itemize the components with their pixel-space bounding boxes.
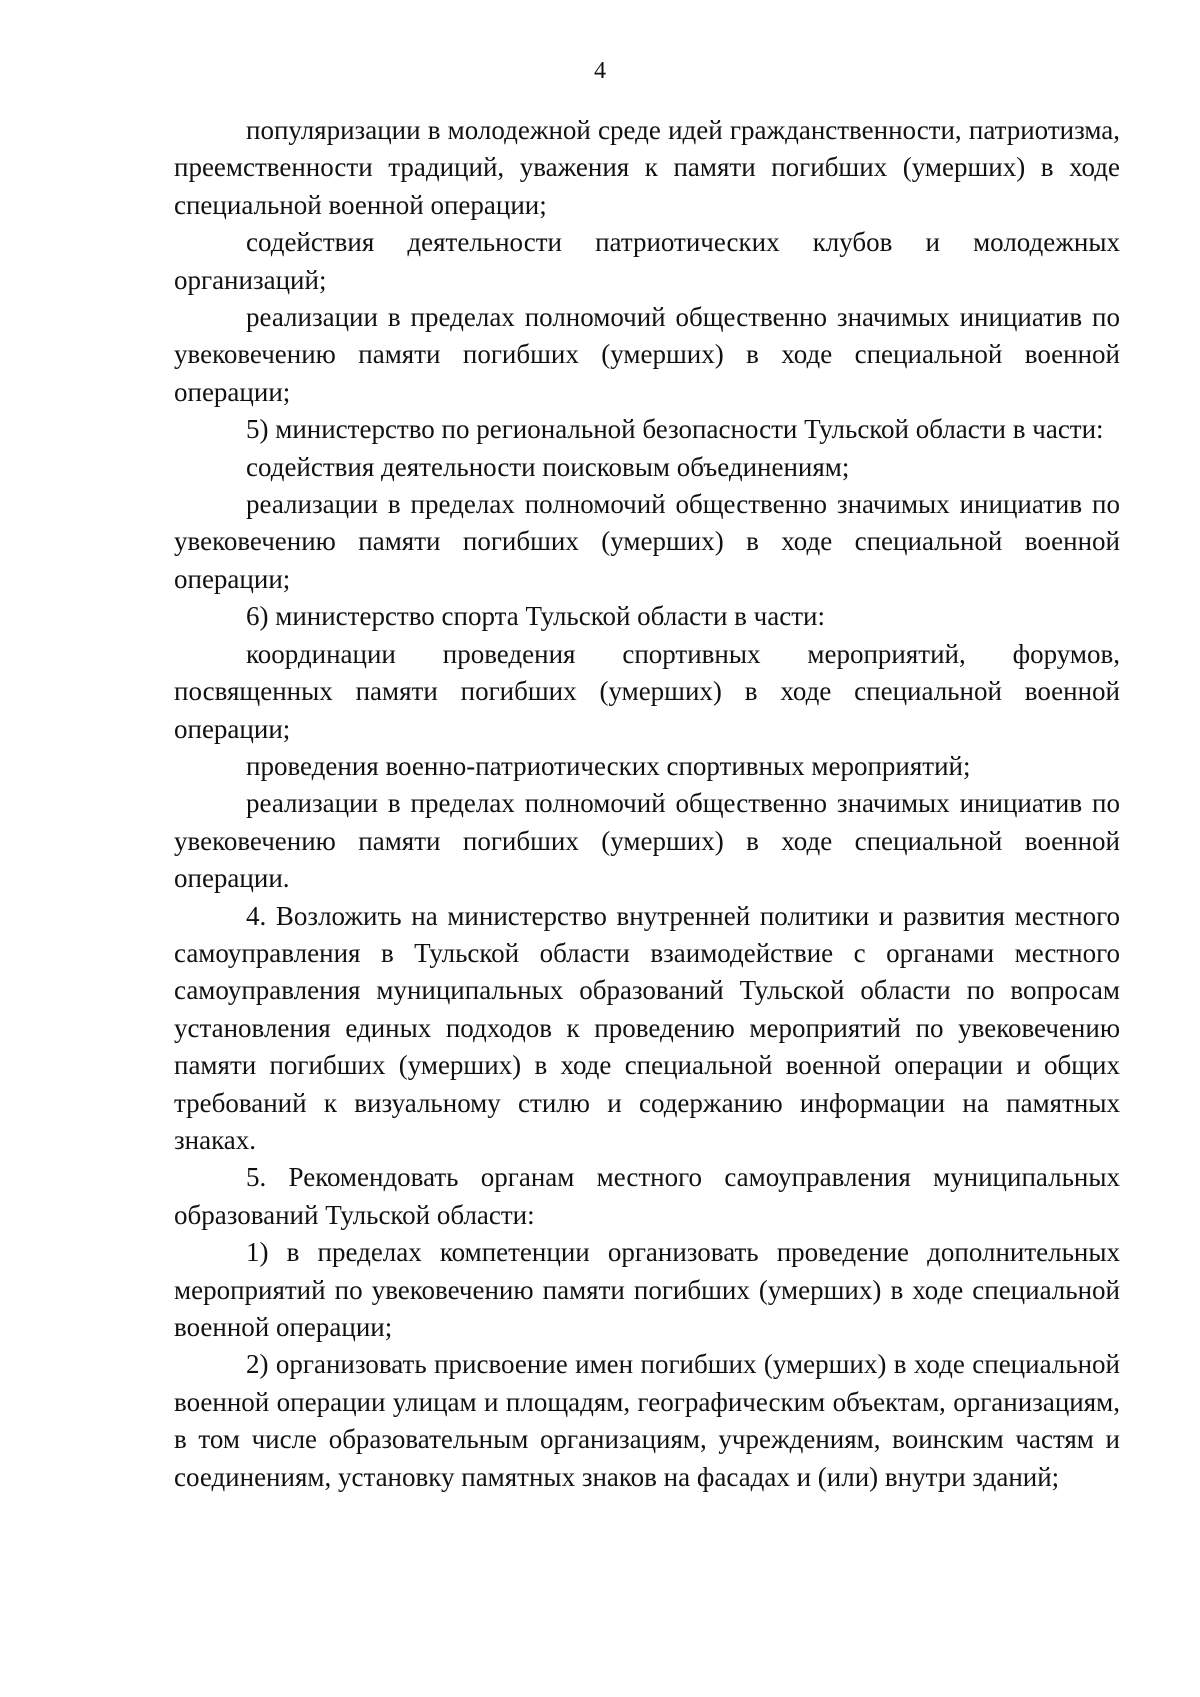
document-body: [174, 112, 1120, 1496]
paragraph: 5) министерство по региональной безопасности Тульской области в части:: [246, 414, 1104, 445]
paragraph: 6) министерство спорта Тульской области в части:: [246, 601, 825, 632]
paragraph: содействия деятельности поисковым объединениям;: [246, 451, 850, 482]
paragraph: содействия деятельности патриотических клубов и молодежных организаций;: [174, 227, 1120, 295]
paragraph: популяризации в молодежной среде идей гражданственности, патриотизма, преемственности традиций, уважения к памяти погибших (умерших) в ходе специальной военной операции;: [174, 115, 1120, 220]
page-number: 4: [594, 58, 606, 84]
paragraph: реализации в пределах полномочий общественно значимых инициатив по увековечению памяти погибших (умерших) в ходе специальной военной операции;: [174, 489, 1120, 594]
paragraph: реализации в пределах полномочий общественно значимых инициатив по увековечению памяти погибших (умерших) в ходе специальной военной операции.: [174, 788, 1120, 894]
paragraph: реализации в пределах полномочий общественно значимых инициатив по увековечению памяти погибших (умерших) в ходе специальной военной операции;: [174, 302, 1120, 407]
paragraph: 2) организовать присвоение имен погибших (умерших) в ходе специальной военной операции улицам и площадям, географическим объектам, организациям, в том числе образовательным организациям, учреждениям, воинским частям и соединениям, установку памятных знаков на фасадах и (или) внутри зданий;: [174, 1349, 1120, 1492]
paragraph: 1) в пределах компетенции организовать проведение дополнительных мероприятий по увековечению памяти погибших (умерших) в ходе специальной военной операции;: [174, 1237, 1120, 1342]
paragraph: 5. Рекомендовать органам местного самоуправления муниципальных образований Тульской области:: [174, 1162, 1120, 1230]
paragraph: проведения военно-патриотических спортивных мероприятий;: [246, 750, 971, 781]
paragraph: 4. Возложить на министерство внутренней политики и развития местного самоуправления в Тульской области взаимодействие с органами местного самоуправления муниципальных образований Тульской области по вопросам установления единых подходов к проведению мероприятий по увековечению памяти погибших (умерших) в ходе специальной военной операции и общих требований к визуальному стилю и содержанию информации на памятных знаках.: [174, 900, 1120, 1155]
paragraph: координации проведения спортивных мероприятий, форумов, посвященных памяти погибших (умерших) в ходе специальной военной операции;: [174, 638, 1120, 744]
